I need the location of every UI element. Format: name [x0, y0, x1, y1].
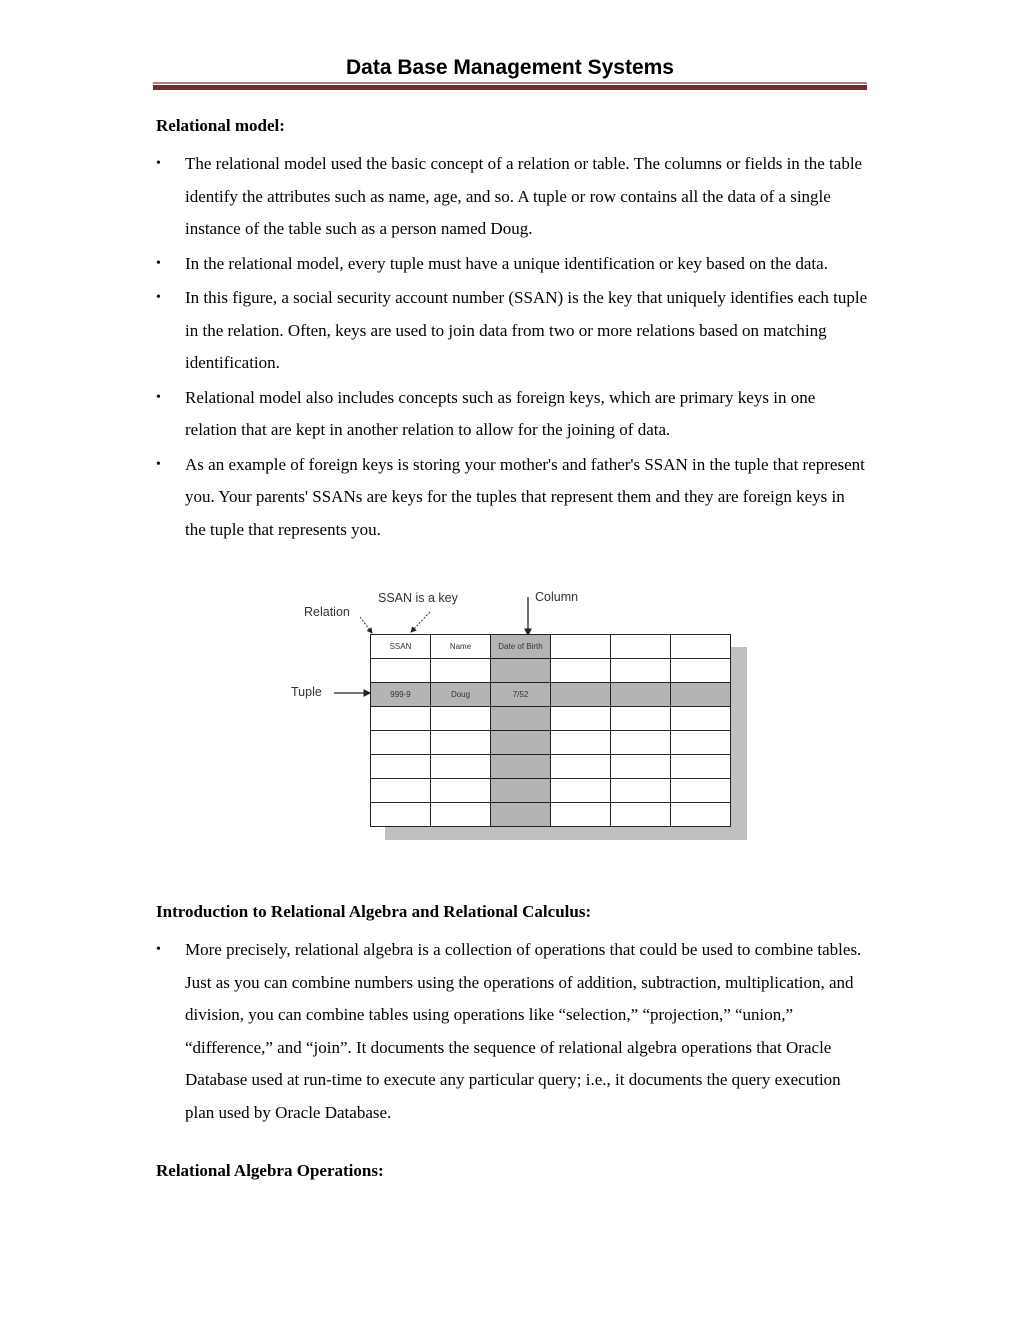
- bullet-icon: •: [156, 942, 161, 957]
- column-label: Column: [535, 590, 579, 604]
- bullet-icon: •: [156, 389, 161, 405]
- page-header: [153, 54, 867, 82]
- table-row: [371, 779, 731, 803]
- list-item: • Relational model also includes concepts such as foreign keys, which are primary keys in one relation that are kept in another relation to allow for the joining of data.: [156, 382, 868, 447]
- section-relational-model: [156, 114, 868, 548]
- bullet-icon: •: [156, 290, 161, 305]
- tuple-label: Tuple: [291, 685, 322, 699]
- ssan-key-label: SSAN is a key: [378, 591, 458, 605]
- header-divider: [153, 82, 867, 90]
- relation-label: Relation: [304, 605, 350, 619]
- table-row: [371, 731, 731, 755]
- bullet-icon: •: [156, 255, 161, 271]
- list-item: • As an example of foreign keys is storing your mother's and father's SSAN in the tuple that represent you. Your parents' SSANs are keys for the tuples that represent them and they are foreign keys in the tuple that represents you.: [156, 449, 868, 547]
- table-row: [371, 755, 731, 779]
- key-arrow-icon: [411, 612, 430, 632]
- document-title: Data Base Management Systems: [346, 56, 674, 79]
- table-row: [371, 659, 731, 683]
- list-item: • More precisely, relational algebra is a collection of operations that could be used to combine tables. Just as you can combine numbers using the operations of addition, subtraction, multiplication, and division, you can combine tables using operations like “selection,” “projection,” “union,” “difference,” and “join”. It documents the sequence of relational algebra operations that Oracle Database used at run-time to execute any particular query; i.e., it documents the query execution plan used by Oracle Database.: [156, 934, 868, 1129]
- section-heading-algebra-operations: Relational Algebra Operations:: [156, 1161, 384, 1180]
- table-header-row: SSAN Name Date of Birth: [371, 635, 731, 659]
- relation-table: [370, 634, 731, 827]
- table-row: [371, 707, 731, 731]
- bullet-icon: •: [156, 156, 161, 171]
- table-row-tuple: 999-9 Doug 7/52: [371, 683, 731, 707]
- relation-arrow-icon: [360, 617, 372, 633]
- relation-figure: [288, 577, 758, 855]
- list-item: • In the relational model, every tuple must have a unique identification or key based on the data.: [156, 248, 868, 281]
- bullet-list: [156, 148, 868, 546]
- list-item: • In this figure, a social security account number (SSAN) is the key that uniquely identifies each tuple in the relation. Often, keys are used to join data from two or more relations based on matching identification.: [156, 282, 868, 380]
- table-row: [371, 803, 731, 827]
- bullet-list: [156, 934, 868, 1129]
- list-item: • The relational model used the basic concept of a relation or table. The columns or fields in the table identify the attributes such as name, age, and so. A tuple or row contains all the data of a single instance of the table such as a person named Doug.: [156, 148, 868, 246]
- section-heading: Relational model:: [156, 116, 285, 135]
- section-relational-algebra-intro: [156, 900, 868, 1131]
- section-heading: Introduction to Relational Algebra and Relational Calculus:: [156, 902, 592, 921]
- bullet-icon: •: [156, 456, 161, 472]
